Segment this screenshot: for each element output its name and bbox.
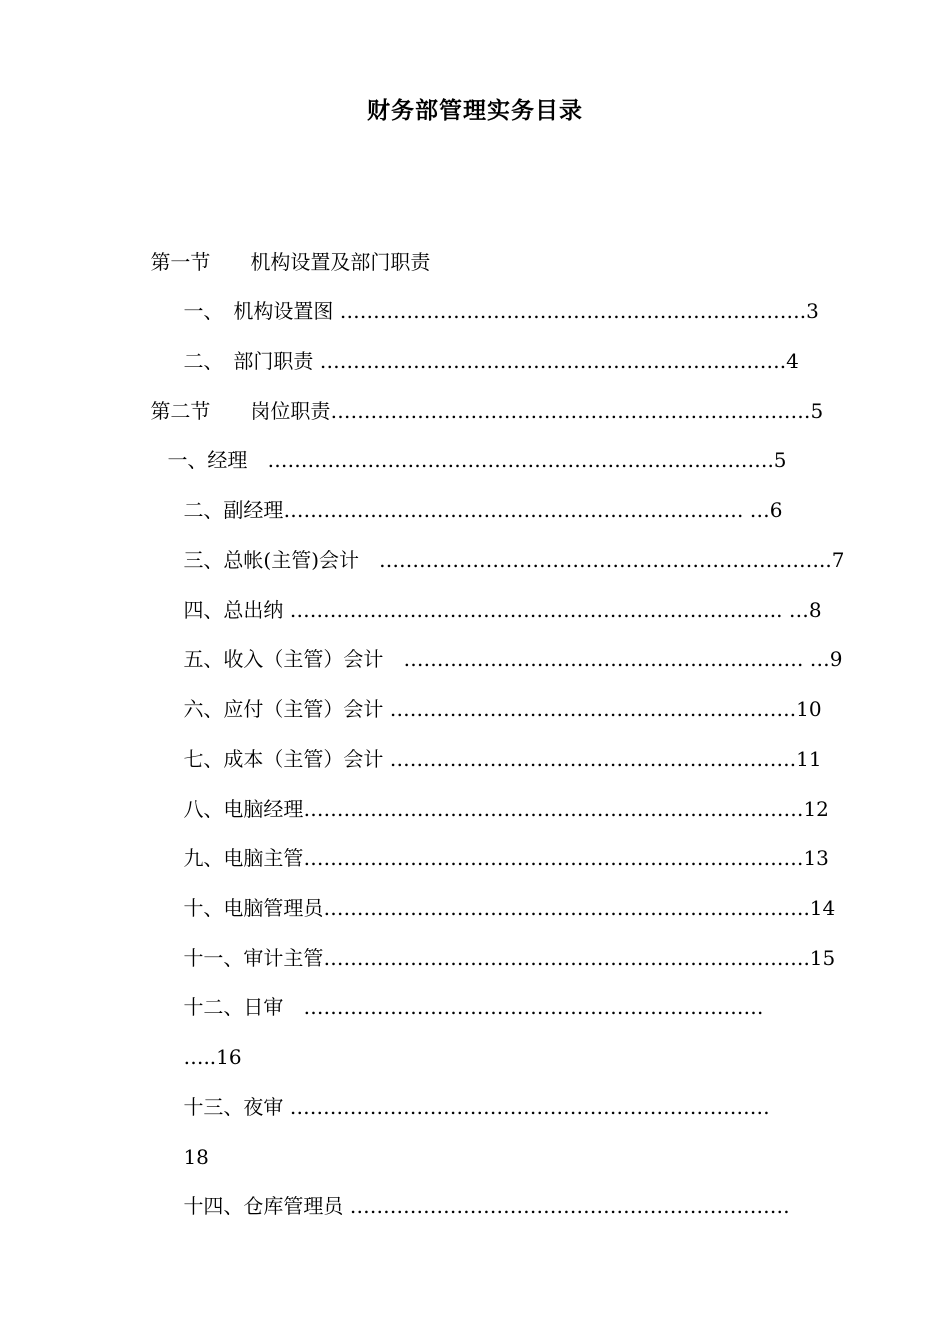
toc-leader-dots: ……………………………………………………………… [323,896,804,920]
toc-entry-label: 十二、日审 [183,995,304,1019]
toc-entry [158,1167,790,1245]
toc-page-number: .10 [789,697,822,721]
toc-page-number: 18 [183,1145,209,1169]
toc-entry-label: 二、副经理 [183,498,284,522]
toc-leader-dots: ………………………………………………………………… [303,846,804,870]
toc-entry [158,1068,770,1146]
toc-entry-label: 六、应付（主管）会计 [183,697,390,721]
toc-page-number: 6 [769,498,783,522]
toc-entry-label: 第二节 岗位职责 [150,399,331,423]
toc-leader-dots: …………………………………………………………… [319,349,780,373]
toc-leader-dots: …………………………………………………………… [303,995,764,1019]
toc-entry [158,968,763,1046]
toc-leader-dots: …………………………………………………………… … [283,498,770,522]
toc-entry-label: 九、电脑主管 [183,846,304,870]
toc-entry-label: 一、 机构设置图 [183,299,340,323]
toc-page-number: .. …8 [769,598,822,622]
toc-leader-dots: …………………………………………………… [389,747,790,771]
toc-entry-label: 十、电脑管理员 [183,896,324,920]
toc-leader-dots: ……………………………………………………………… [330,399,811,423]
toc-leader-dots: ………………………………………………………………… [303,797,804,821]
toc-entry-label: 五、收入（主管）会计 [183,647,404,671]
toc-leader-dots: …………………………………………………… [389,697,790,721]
toc-entry-label: 第一节 机构设置及部门职责 [150,250,431,274]
toc-leader-dots: …………………………………………………… … [403,647,830,671]
toc-page-number: 13 [803,846,829,870]
toc-leader-dots: ……………………………………………………………… [289,1095,770,1119]
toc-page-number: 9 [829,647,843,671]
toc-entry-label: 十四、仓库管理员 [183,1194,350,1218]
toc-leader-dots: ………………………………………………………… [379,548,820,572]
toc-page-number: .4 [779,349,799,373]
document-title: 财务部管理实务目录 [367,97,583,124]
toc-entry-label: 十一、审计主管 [183,946,324,970]
toc-entry-label: 二、 部门职责 [183,349,320,373]
toc-entry-label: 一、经理 [167,448,268,472]
toc-page-number: .5 [767,448,787,472]
toc-leader-dots: ………………………………………………………… [349,1194,790,1218]
toc-leader-dots: … [183,1045,204,1069]
toc-page-number: .3 [799,299,819,323]
toc-page-number: .15 [803,946,836,970]
toc-entry-label: 三、总帐(主管)会计 [183,548,380,572]
toc-page-number: .14 [803,896,836,920]
toc-entry-label: 四、总出纳 [183,598,290,622]
toc-entry-label: 十三、夜审 [183,1095,290,1119]
toc-leader-dots: ……………………………………………………………… [289,598,770,622]
toc-entry-label: 八、电脑经理 [183,797,304,821]
toc-page-number: ..16 [203,1045,242,1069]
toc-page-number: 5 [810,399,824,423]
toc-entry-label: 七、成本（主管）会计 [183,747,390,771]
toc-leader-dots: ………………………………………………………………… [267,448,768,472]
toc-page-number: ..7 [819,548,845,572]
toc-leader-dots: ……………………………………………………………… [323,946,804,970]
toc-leader-dots: …………………………………………………………… [339,299,800,323]
toc-page-number: 12 [803,797,829,821]
toc-page-number: .11 [789,747,822,771]
